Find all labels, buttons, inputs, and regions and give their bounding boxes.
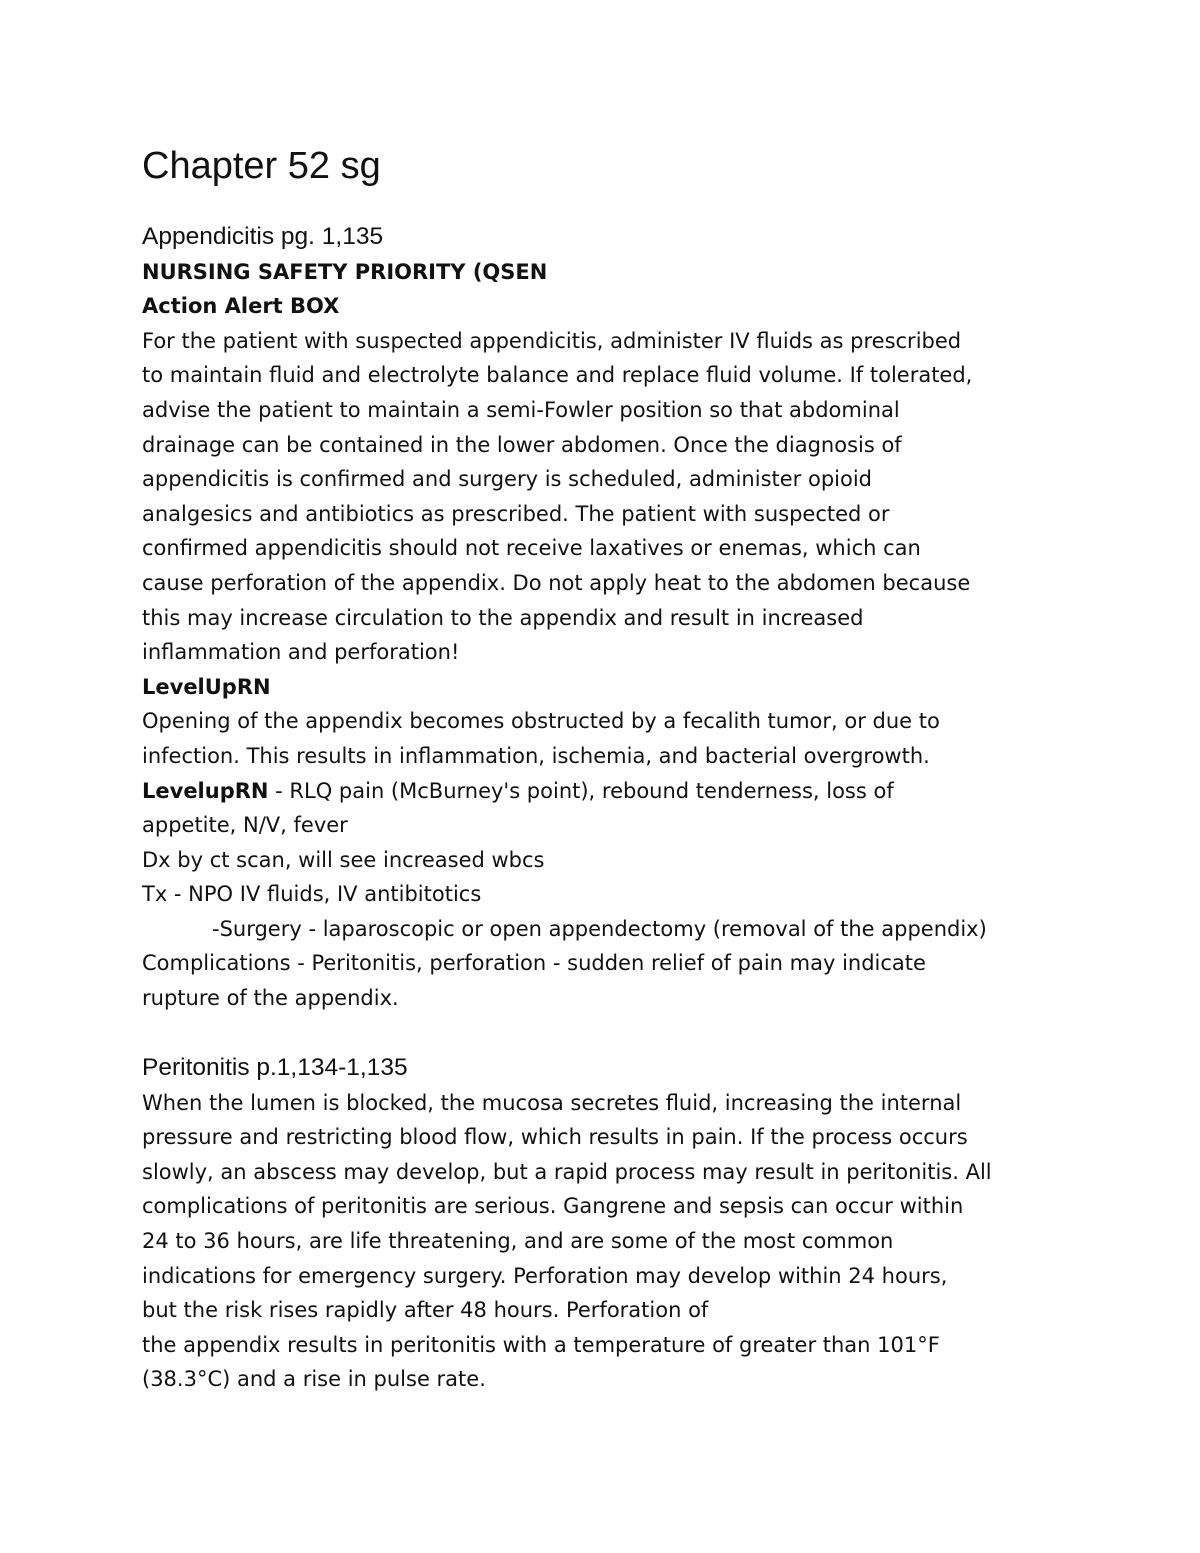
appendicitis-section (142, 220, 1072, 1016)
levelup-symptoms-label: LevelupRN (142, 778, 269, 803)
peritonitis-heading: Peritonitis p.1,134-1,135 (142, 1054, 408, 1081)
appendicitis-heading: Appendicitis pg. 1,135 (142, 223, 384, 250)
treatment-line: Tx - NPO IV fluids, IV antibitotics (142, 882, 482, 907)
alert-text-line: to maintain fluid and electrolyte balance and replace fluid volume. If tolerated, (142, 363, 973, 388)
peritonitis-text-line: complications of peritonitis are serious. Gangrene and sepsis can occur within (142, 1194, 964, 1219)
peritonitis-text-line: 24 to 36 hours, are life threatening, and are some of the most common (142, 1228, 894, 1253)
alert-text-line: For the patient with suspected appendicitis, administer IV fluids as prescribed (142, 328, 962, 353)
peritonitis-text-line: the appendix results in peritonitis with a temperature of greater than 101°F (142, 1332, 940, 1357)
alert-text-line: drainage can be contained in the lower abdomen. Once the diagnosis of (142, 432, 902, 457)
surgery-line: -Surgery - laparoscopic or open appendectomy (removal of the appendix) (212, 916, 987, 941)
levelup-symptoms-line (142, 774, 1072, 809)
levelup-text-line: Opening of the appendix becomes obstructed by a fecalith tumor, or due to (142, 709, 940, 734)
alert-text-line: inflammation and perforation! (142, 640, 460, 665)
complications-line: rupture of the appendix. (142, 986, 399, 1011)
diagnosis-line: Dx by ct scan, will see increased wbcs (142, 847, 545, 872)
levelup-symptoms-continued: appetite, N/V, fever (142, 813, 348, 838)
peritonitis-text-line: slowly, an abscess may develop, but a rapid process may result in peritonitis. All (142, 1159, 992, 1184)
peritonitis-text-line: pressure and restricting blood flow, which results in pain. If the process occurs (142, 1125, 968, 1150)
action-alert-label: Action Alert BOX (142, 294, 340, 319)
complications-line: Complications - Peritonitis, perforation - sudden relief of pain may indicate (142, 951, 926, 976)
alert-text-line: advise the patient to maintain a semi-Fowler position so that abdominal (142, 397, 900, 422)
alert-text-line: confirmed appendicitis should not receive laxatives or enemas, which can (142, 536, 921, 561)
document-title: Chapter 52 sg (142, 145, 381, 187)
levelup-text-line: infection. This results in inflammation, ischemia, and bacterial overgrowth. (142, 743, 930, 768)
levelup-symptoms-text: - RLQ pain (McBurney's point), rebound tenderness, loss of (268, 778, 894, 803)
peritonitis-text-line: indications for emergency surgery. Perforation may develop within 24 hours, (142, 1263, 948, 1288)
nursing-safety-priority-label: NURSING SAFETY PRIORITY (QSEN (142, 259, 548, 284)
peritonitis-text-line: (38.3°C) and a rise in pulse rate. (142, 1367, 486, 1392)
document-page (142, 0, 1072, 1553)
levelup-label: LevelUpRN (142, 674, 271, 699)
alert-text-line: analgesics and antibiotics as prescribed. The patient with suspected or (142, 501, 890, 526)
peritonitis-text-line: When the lumen is blocked, the mucosa secretes fluid, increasing the internal (142, 1090, 962, 1115)
alert-text-line: appendicitis is confirmed and surgery is scheduled, administer opioid (142, 467, 873, 492)
peritonitis-text-line: but the risk rises rapidly after 48 hours. Perforation of (142, 1298, 709, 1323)
alert-text-line: this may increase circulation to the appendix and result in increased (142, 605, 864, 630)
peritonitis-section (142, 1051, 1072, 1397)
alert-text-line: cause perforation of the appendix. Do not apply heat to the abdomen because (142, 570, 971, 595)
